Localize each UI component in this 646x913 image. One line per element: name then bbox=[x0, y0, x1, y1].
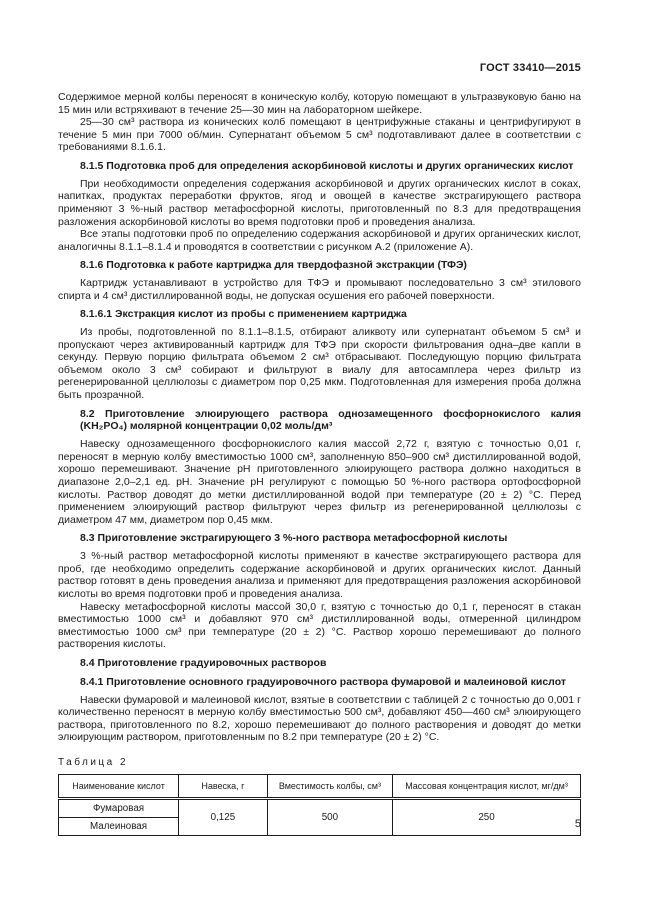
body-paragraph: При необходимости определения содержания аскорбиновой и других органических кислот в соках, напитках, продуктах переработки фруктов, ягод и овощей в качестве экстрагирующего раствора применяют 3 %-ный раствор метафосфорной кислоты, приготовленный по 8.3 для предотвращения разложения аскорбиновой кислоты во время подготовки проб и проведения анализа. bbox=[58, 177, 581, 228]
table-header-row bbox=[59, 774, 581, 798]
page-number: 5 bbox=[574, 818, 581, 830]
page-content bbox=[58, 62, 581, 836]
body-paragraph: 25—30 см³ раствора из конических колб помещают в центрифужные стаканы и центрифугируют в течение 5 мин при 7000 об/мин. Супернатант объемом 5 см³ подготавливают далее в соответствии с требованиями 8.1.6.1. bbox=[58, 116, 581, 154]
body-paragraph: Содержимое мерной колбы переносят в коническую колбу, которую помещают в ультразвуковую баню на 15 мин или встряхивают в течение 25—30 мин на лабораторном шейкере. bbox=[58, 91, 581, 116]
heading-8-2: 8.2 Приготовление элюирующего раствора однозамещенного фосфорнокислого калия (KH₂PO₄) молярной концентрации 0,02 моль/дм³ bbox=[80, 407, 581, 433]
heading-8-4: 8.4 Приготовление градуировочных растворов bbox=[80, 656, 327, 669]
heading-8-3: 8.3 Приготовление экстрагирующего 3 %-ного раствора метафосфорной кислоты bbox=[80, 532, 508, 545]
heading-8-1-6-1: 8.1.6.1 Экстракция кислот из пробы с применением картриджа bbox=[80, 308, 407, 321]
heading-8-1-5: 8.1.5 Подготовка проб для определения аскорбиновой кислоты и других органических кислот bbox=[80, 159, 574, 172]
standard-designation-header: ГОСТ 33410—2015 bbox=[479, 62, 581, 74]
body-paragraph: Из пробы, подготовленной по 8.1.1–8.1.5, отбирают аликвоту или супернатант объемом 5 см³ и пропускают через активированный картридж для ТФЭ при скорости фильтрования одна–две капли в секунду. Первую порцию фильтрата объемом 2 см³ отбрасывают. Последующую порцию фильтрата объемом около 3 см³ собирают и фильтруют в виалу для автосамплера через фильтр из регенерированной целлюлозы с диаметром пор 0,25 мкм. Подготовленная для измерения проба должна быть прозрачной. bbox=[58, 326, 581, 402]
flask-volume-value-cell: 500 bbox=[267, 798, 392, 835]
table-2-caption: Таблица 2 bbox=[58, 756, 129, 768]
body-paragraph: 3 %-ный раствор метафосфорной кислоты применяют в качестве экстрагирующего раствора для проб, где необходимо определить содержание аскорбиновой и других органических кислот. Данный раствор готовят в день проведения анализа и применяют для предотвращения разложения аскорбиновой кислоты во время подготовки проб и проведения анализа. bbox=[58, 550, 581, 600]
body-paragraph: Навеску метафосфорной кислоты массой 30,0 г, взятую с точностью до 0,1 г, переносят в стакан вместимостью 1000 см³ и добавляют 970 см³ дистиллированной воды, отмеренной цилиндром вместимостью 1000 см³ при температуре (20 ± 2) °С. Раствор хорошо перемешивают до полного растворения кислоты. bbox=[58, 600, 581, 651]
acid-name-cell: Малеиновая bbox=[59, 817, 179, 835]
acid-name-cell: Фумаровая bbox=[59, 798, 179, 817]
concentration-value-cell: 250 bbox=[393, 798, 581, 835]
body-paragraph: Картридж устанавливают в устройство для ТФЭ и промывают последовательно 3 см³ этилового спирта и 4 см³ дистиллированной воды, не допуская осушения его рабочей поверхности. bbox=[58, 277, 581, 302]
column-header-weight: Навеска, г bbox=[179, 774, 268, 798]
weight-value-cell: 0,125 bbox=[179, 798, 268, 835]
column-header-acid-name: Наименование кислот bbox=[59, 774, 179, 798]
body-paragraph: Навески фумаровой и малеиновой кислот, взятые в соответствии с таблицей 2 с точностью до 0,001 г количественно переносят в мерную колбу вместимостью 500 см³, добавляют 450—460 см³ элюирующего раствора, приготовленного по 8.2, хорошо перемешивают до полного растворения и доводят до метки элюирующим раствором, приготовленным по 8.2 при температуре (20 ± 2) °С. bbox=[58, 693, 581, 744]
column-header-mass-concentration: Массовая концентрация кислот, мг/дм³ bbox=[393, 774, 581, 798]
heading-8-1-6: 8.1.6 Подготовка к работе картриджа для твердофазной экстракции (ТФЭ) bbox=[80, 259, 467, 272]
column-header-flask-volume: Вместимость колбы, см³ bbox=[267, 774, 392, 798]
table-row bbox=[59, 798, 581, 817]
body-paragraph: Все этапы подготовки проб по определению содержания аскорбиновой и других органических кислот, аналогичны 8.1.1–8.1.4 и проводятся в соответствии с рисунком А.2 (приложение А). bbox=[58, 228, 581, 253]
heading-8-4-1: 8.4.1 Приготовление основного градуировочного раствора фумаровой и малеиновой кислот bbox=[80, 675, 566, 688]
body-paragraph: Навеску однозамещенного фосфорнокислого калия массой 2,72 г, взятую с точностью 0,01 г, переносят в мерную колбу вместимостью 1000 см³, заполненную 850–900 см³ дистиллированной водой, хорошо перемешивают. Значение pH приготовленного элюирующего раствора должно находиться в диапазоне 2,0–2,1 ед. pH. Значение pH регулируют с помощью 50 %-ного раствора ортофосфорной кислоты. Раствор доводят до метки дистиллированной водой при температуре (20 ± 2) °С. Перед применением элюирующий раствор фильтруют через фильтр из регенерированной целлюлозы с диаметром 47 мм, диаметром пор 0,45 мкм. bbox=[58, 438, 581, 526]
